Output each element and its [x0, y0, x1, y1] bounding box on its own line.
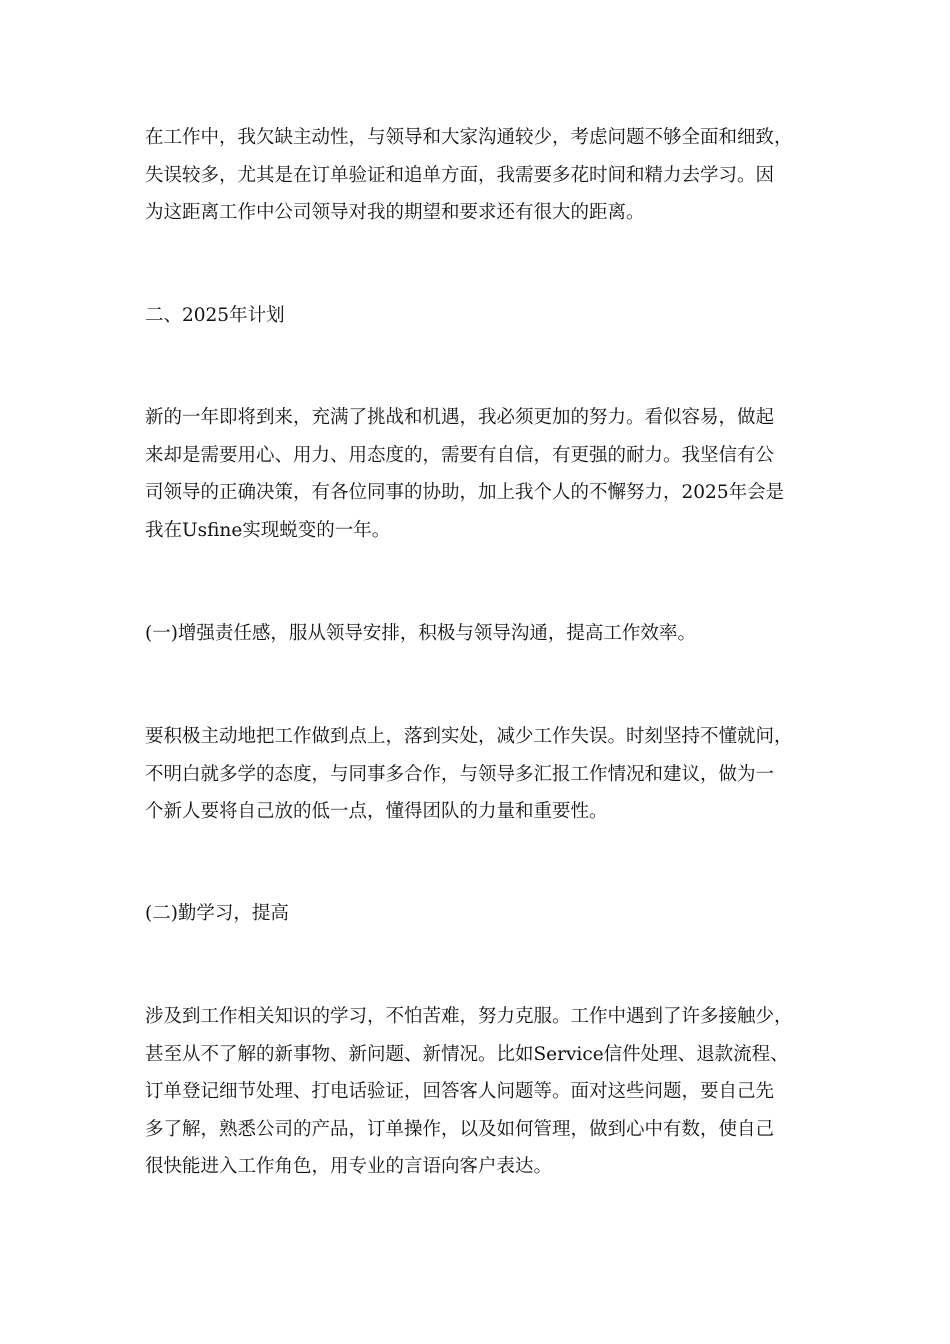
- heading-line: (一)增强责任感，服从领导安排，积极与领导沟通，提高工作效率。: [145, 623, 696, 644]
- paragraph-line: 为这距离工作中公司领导对我的期望和要求还有很大的距离。: [145, 202, 645, 223]
- paragraph-line: 很快能进入工作角色，用专业的言语向客户表达。: [145, 1156, 553, 1177]
- paragraph-line: 涉及到工作相关知识的学习，不怕苦难，努力克服。工作中遇到了许多接触少，: [145, 1006, 793, 1027]
- paragraph-line: 司领导的正确决策，有各位同事的协助，加上我个人的不懈努力，2025年会是: [145, 482, 785, 503]
- paragraph-line: 个新人要将自己放的低一点，懂得团队的力量和重要性。: [145, 801, 608, 822]
- subheading-study: [145, 895, 835, 933]
- paragraph-line: 我在Usfine实现蜕变的一年。: [145, 519, 391, 541]
- paragraph-line: 来却是需要用心、用力、用态度的，需要有自信，有更强的耐力。我坚信有公: [145, 444, 775, 466]
- paragraph-line: 订单登记细节处理、打电话验证，回答客人问题等。面对这些问题，要自己先: [145, 1081, 775, 1102]
- paragraph-proactive: [145, 718, 835, 831]
- heading-line: (二)勤学习，提高: [145, 903, 289, 924]
- paragraph-line: 新的一年即将到来，充满了挑战和机遇，我必须更加的努力。看似容易，做起: [145, 407, 775, 428]
- paragraph-new-year: [145, 399, 835, 549]
- paragraph-line: 在工作中，我欠缺主动性，与领导和大家沟通较少，考虑问题不够全面和细致，: [145, 127, 793, 148]
- paragraph-line: 多了解，熟悉公司的产品，订单操作，以及如何管理，做到心中有数，使自己: [145, 1118, 775, 1140]
- paragraph-learning: [145, 998, 835, 1186]
- paragraph-line: 要积极主动地把工作做到点上，落到实处，减少工作失误。时刻坚持不懂就问，: [145, 726, 793, 747]
- paragraph-line: 甚至从不了解的新事物、新问题、新情况。比如Service信件处理、退款流程、: [145, 1043, 789, 1065]
- paragraph-line: 失误较多，尤其是在订单验证和追单方面，我需要多花时间和精力去学习。因: [145, 164, 775, 186]
- section-heading-plan: [145, 297, 835, 335]
- subheading-responsibility: [145, 615, 835, 653]
- heading-line: 二、2025年计划: [145, 305, 285, 326]
- paragraph-shortcomings: [145, 119, 835, 232]
- paragraph-line: 不明白就多学的态度，与同事多合作，与领导多汇报工作情况和建议，做为一: [145, 763, 775, 785]
